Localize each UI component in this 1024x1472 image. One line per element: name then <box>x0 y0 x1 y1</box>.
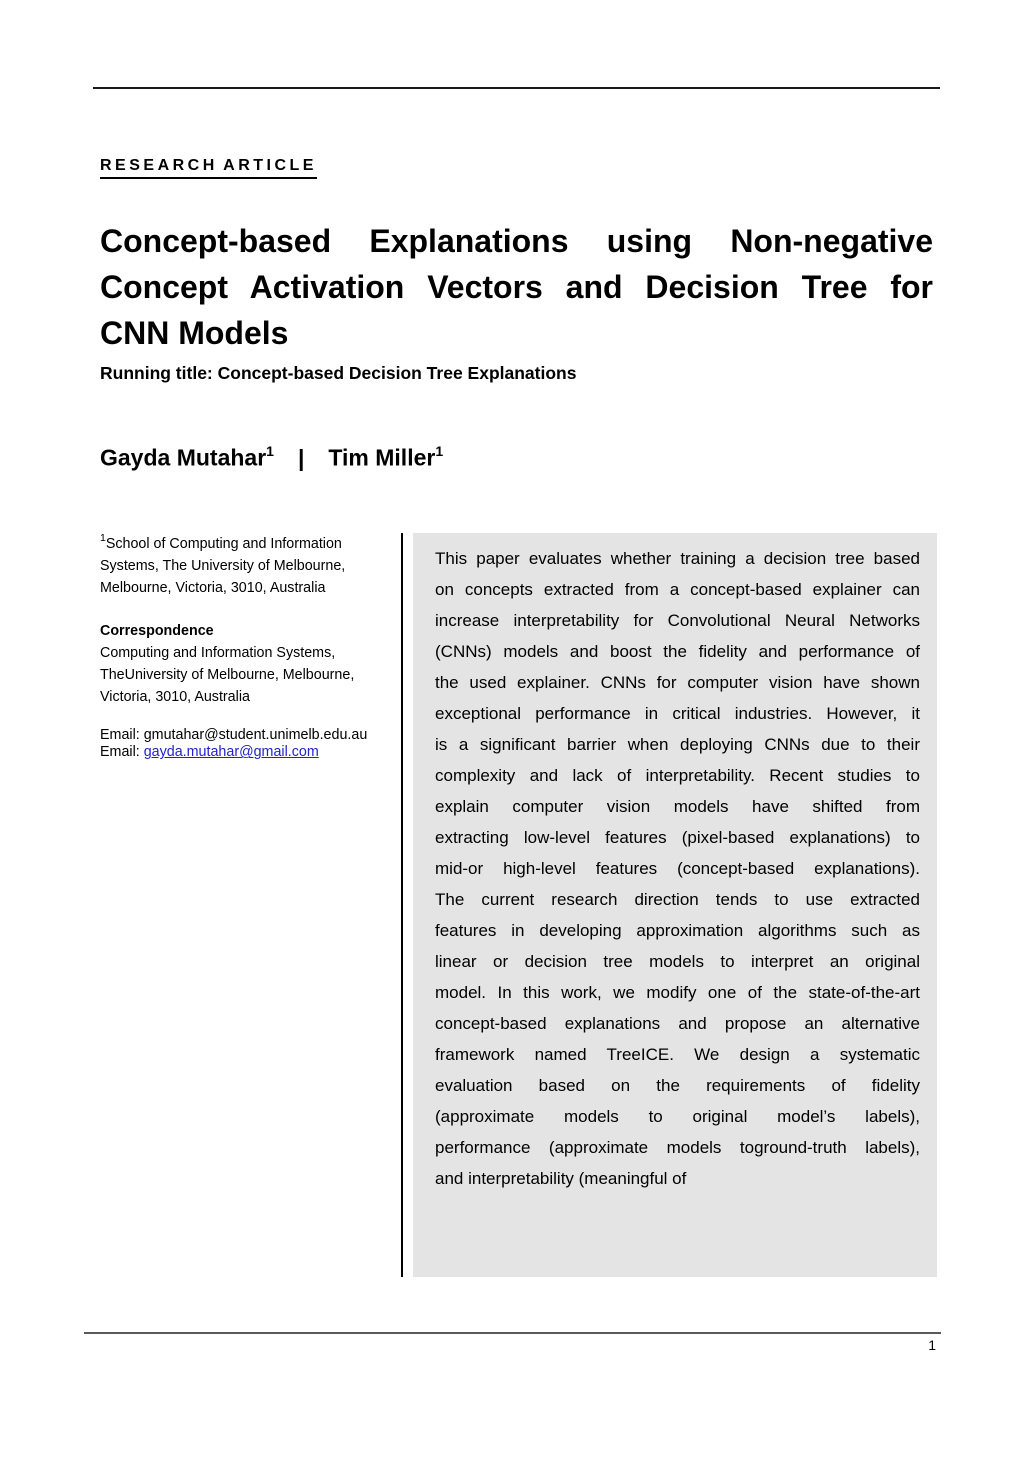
abstract-line: exceptional performance in critical industries. However, it <box>435 704 920 723</box>
paper-title <box>100 218 933 356</box>
abstract-line: increase interpretability for Convolutional Neural Networks <box>435 611 920 630</box>
emails-block <box>100 727 382 762</box>
abstract-line: explain computer vision models have shifted from <box>435 797 920 816</box>
title-line: Concept-based Explanations using Non-negative <box>100 223 933 259</box>
abstract-line: evaluation based on the requirements of fidelity <box>435 1076 920 1095</box>
sidebar-column <box>100 528 382 762</box>
abstract-divider-line <box>401 533 403 1277</box>
abstract-line: the used explainer. CNNs for computer vision have shown <box>435 673 920 692</box>
title-line: Concept Activation Vectors and Decision Tree for <box>100 269 933 305</box>
header-rule <box>93 87 940 89</box>
affiliation-marker: 1 <box>435 443 444 459</box>
page-number: 1 <box>928 1337 936 1353</box>
footer-rule <box>84 1332 941 1334</box>
abstract-line: (approximate models to original model’s labels), <box>435 1107 920 1126</box>
abstract-line: on concepts extracted from a concept-based explainer can <box>435 580 920 599</box>
affiliation-marker: 1 <box>266 443 274 459</box>
abstract-box <box>413 533 937 1277</box>
abstract-line: concept-based explanations and propose an alternative <box>435 1014 920 1033</box>
email-label: Email: <box>100 744 140 761</box>
abstract-line: extracting low-level features (pixel-based explanations) to <box>435 828 920 847</box>
email-row <box>100 744 382 762</box>
abstract-line: and interpretability (meaningful of <box>435 1169 687 1188</box>
abstract-line: complexity and lack of interpretability. Recent studies to <box>435 766 920 785</box>
abstract-line: model. In this work, we modify one of the state-of-the-art <box>435 983 920 1002</box>
abstract-line: This paper evaluates whether training a decision tree based <box>435 549 920 568</box>
email-link[interactable]: gayda.mutahar@gmail.com <box>143 744 319 761</box>
email-address-plain: gmutahar@student.unimelb.edu.au <box>143 726 368 743</box>
author-name: Gayda Mutahar <box>100 444 267 471</box>
authors-line <box>100 444 443 472</box>
email-label: Email: <box>100 726 140 743</box>
correspondence-text: Computing and Information Systems, TheUniversity of Melbourne, Melbourne, Victoria, 3010, Australia <box>100 644 355 705</box>
article-type-label: RESEARCH ARTICLE <box>100 157 317 179</box>
affiliation-superscript: 1 <box>100 532 106 544</box>
running-title: Running title: Concept-based Decision Tree Explanations <box>100 363 577 383</box>
abstract-line: The current research direction tends to use extracted <box>435 890 920 909</box>
email-row <box>100 727 382 745</box>
title-line: CNN Models <box>100 315 289 351</box>
affiliation-block <box>100 528 382 599</box>
abstract-line: (CNNs) models and boost the fidelity and performance of <box>435 642 920 661</box>
abstract-line: performance (approximate models toground-truth labels), <box>435 1138 920 1157</box>
abstract-line: framework named TreeICE. We design a systematic <box>435 1045 920 1064</box>
author-name: Tim Miller <box>328 444 436 471</box>
author-separator: | <box>297 444 305 471</box>
abstract-line: is a significant barrier when deploying CNNs due to their <box>435 735 920 754</box>
correspondence-heading: Correspondence <box>100 622 214 639</box>
abstract-line: linear or decision tree models to interpret an original <box>435 952 920 971</box>
abstract-line: features in developing approximation algorithms such as <box>435 921 920 940</box>
abstract-line: mid-or high-level features (concept-based explanations). <box>435 859 920 878</box>
affiliation-text: School of Computing and Information Systems, The University of Melbourne, Melbourne, Victoria, 3010, Australia <box>100 535 346 596</box>
